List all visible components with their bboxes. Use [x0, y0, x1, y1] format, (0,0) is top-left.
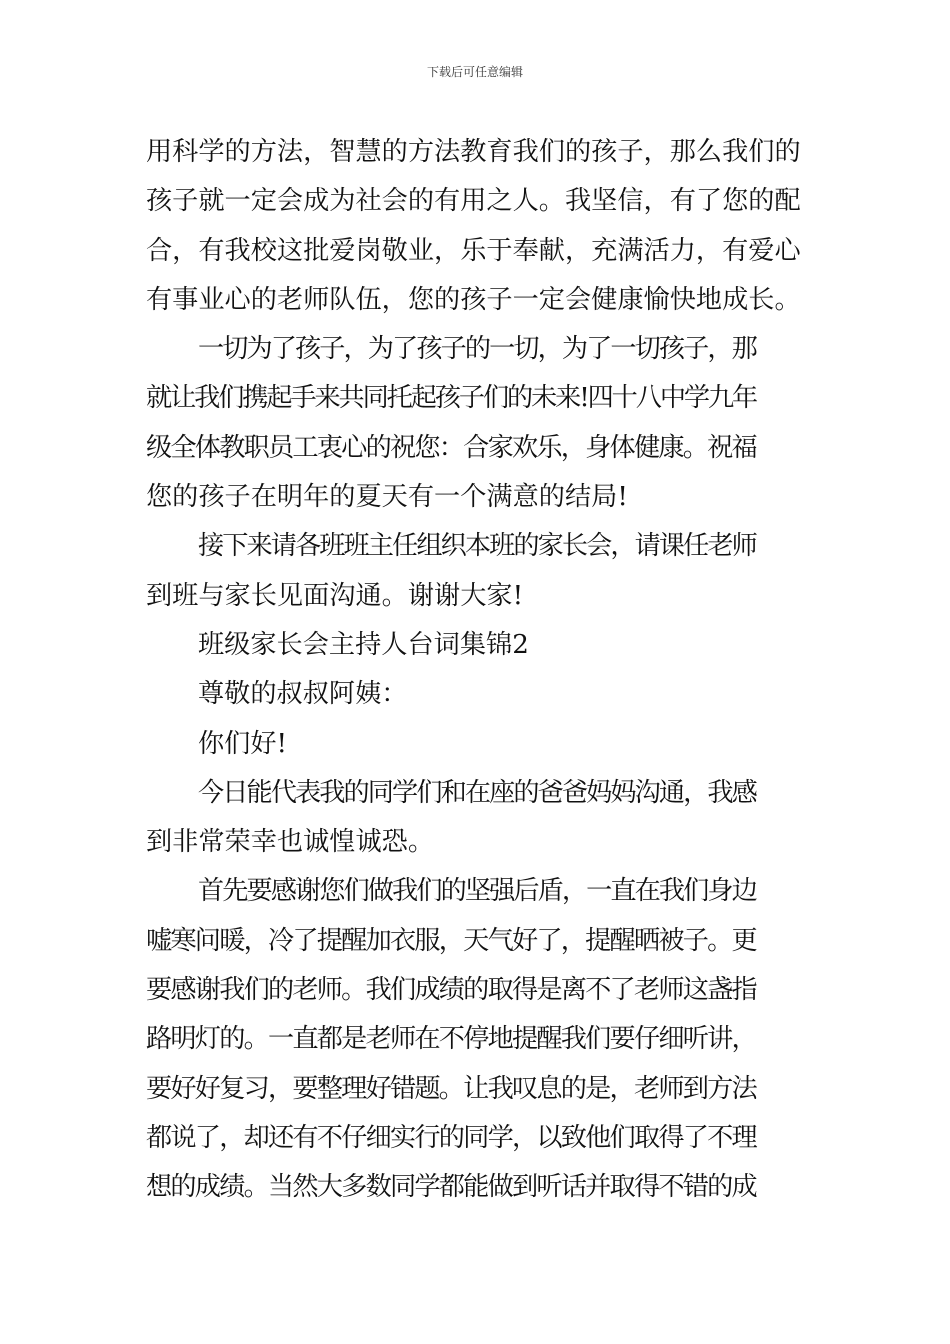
paragraph — [146, 325, 808, 522]
paragraph — [146, 867, 808, 1212]
text-line: 一切为了孩子，为了孩子的一切，为了一切孩子，那 — [198, 334, 756, 365]
text-line: 今日能代表我的同学们和在座的爸爸妈妈沟通，我感 — [198, 777, 756, 808]
paragraph — [146, 769, 808, 868]
text-line: 都说了，却还有不仔细实行的同学，以致他们取得了不理 — [146, 1122, 756, 1153]
text-line: 就让我们携起手来共同托起孩子们的未来!四十八中学九年 — [146, 383, 757, 414]
text-line: 尊敬的叔叔阿姨： — [198, 679, 408, 710]
text-line: 合，有我校这批爱岗敬业，乐于奉献，充满活力，有爱心 — [146, 235, 801, 266]
header-note: 下载后可任意编辑 — [426, 65, 523, 79]
paragraph — [146, 670, 808, 719]
text-line: 级全体教职员工衷心的祝您：合家欢乐，身体健康。祝福 — [146, 432, 756, 463]
text-line: 班级家长会主持人台词集锦2 — [198, 629, 529, 660]
paragraph — [146, 621, 808, 670]
paragraph — [146, 128, 808, 325]
text-line: 你们好! — [198, 728, 288, 759]
text-line: 嘘寒问暖，冷了提醒加衣服，天气好了，提醒晒被子。更 — [146, 925, 756, 956]
text-line: 您的孩子在明年的夏天有一个满意的结局! — [146, 482, 628, 513]
paragraph — [146, 720, 808, 769]
text-line: 路明灯的。一直都是老师在不停地提醒我们要仔细听讲， — [146, 1024, 756, 1055]
text-line: 接下来请各班班主任组织本班的家长会，请课任老师 — [198, 531, 756, 562]
paragraph — [146, 522, 808, 621]
text-line: 有事业心的老师队伍，您的孩子一定会健康愉快地成长。 — [146, 284, 801, 315]
text-line: 孩子就一定会成为社会的有用之人。我坚信，有了您的配 — [146, 186, 801, 217]
text-line: 到非常荣幸也诚惶诚恐。 — [146, 827, 435, 858]
text-line: 要感谢我们的老师。我们成绩的取得是离不了老师这盏指 — [146, 975, 756, 1006]
text-line: 首先要感谢您们做我们的坚强后盾，一直在我们身边 — [198, 876, 756, 907]
body-text — [146, 128, 808, 1213]
text-line: 用科学的方法，智慧的方法教育我们的孩子，那么我们的 — [146, 137, 801, 167]
text-line: 到班与家长见面沟通。谢谢大家! — [146, 580, 524, 611]
text-line: 要好好复习，要整理好错题。让我叹息的是，老师到方法 — [146, 1073, 756, 1104]
text-line: 想的成绩。当然大多数同学都能做到听话并取得不错的成 — [146, 1172, 756, 1203]
